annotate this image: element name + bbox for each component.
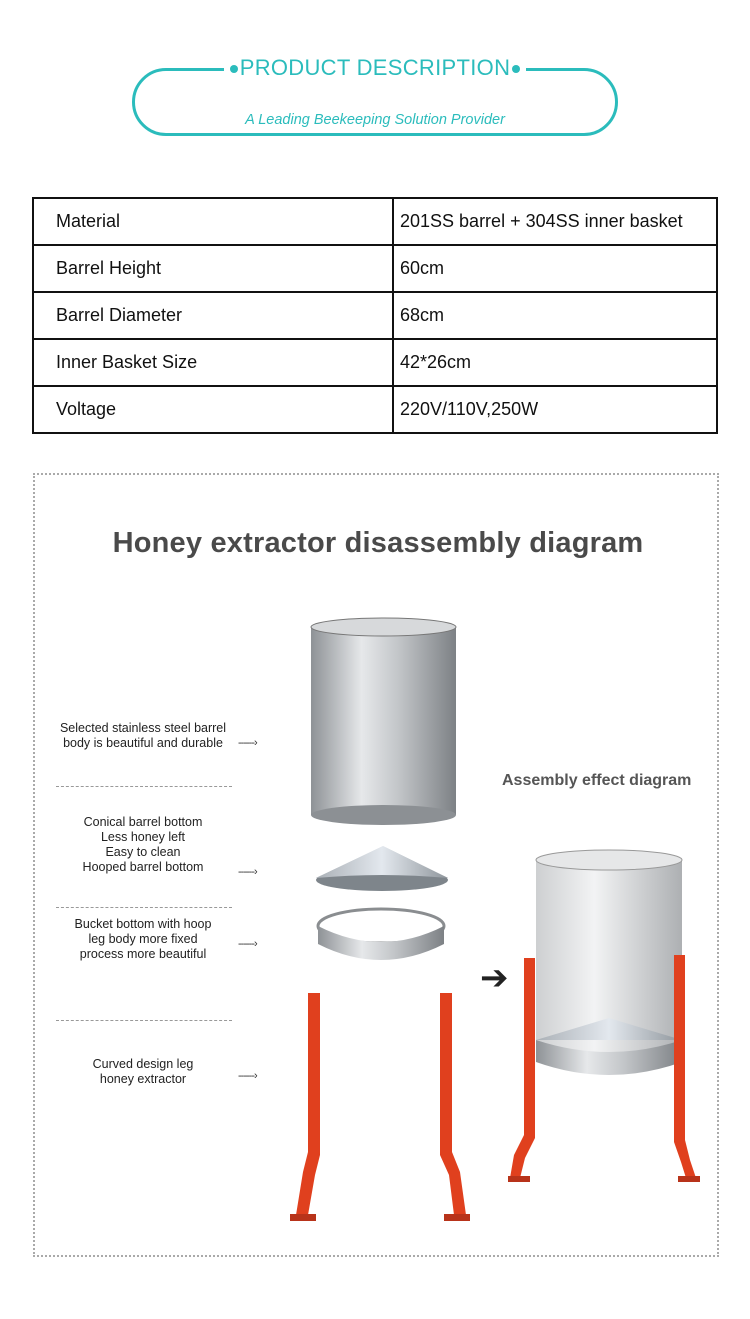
- spec-value: 68cm: [393, 292, 717, 339]
- header-title: PRODUCT DESCRIPTION: [239, 55, 511, 80]
- label-line: Selected stainless steel barrel: [59, 721, 227, 735]
- pointer-arrow-icon: ------›: [238, 1070, 257, 1082]
- label-line: leg body more fixed: [88, 932, 198, 946]
- cone-bottom-icon: [316, 846, 448, 891]
- label-line: Bucket bottom with hoop: [74, 917, 212, 931]
- right-arrow-icon: ➔: [480, 959, 509, 997]
- leg-left-icon: [290, 993, 320, 1221]
- separator: [56, 1020, 232, 1021]
- header-subtitle: A Leading Beekeeping Solution Provider: [245, 112, 505, 128]
- label-line: process more beautiful: [79, 947, 207, 961]
- leg-right-icon: [440, 993, 470, 1221]
- label-line: Conical barrel bottom: [83, 815, 203, 829]
- assembly-title: Assembly effect diagram: [502, 772, 692, 789]
- separator: [56, 786, 232, 787]
- label-line: Less honey left: [100, 830, 186, 844]
- label-cone-bottom: [54, 815, 232, 875]
- spec-value: 220V/110V,250W: [393, 386, 717, 433]
- barrel-icon: [311, 618, 456, 825]
- spec-label: Barrel Diameter: [33, 292, 393, 339]
- spec-label: Material: [33, 198, 393, 245]
- spec-label: Voltage: [33, 386, 393, 433]
- spec-value: 201SS barrel + 304SS inner basket: [393, 198, 717, 245]
- label-line: Easy to clean: [105, 845, 181, 859]
- assembled-extractor-icon: [508, 850, 700, 1182]
- label-line: body is beautiful and durable: [63, 736, 223, 750]
- label-barrel: [54, 721, 232, 751]
- pointer-arrow-icon: ------›: [238, 737, 257, 749]
- label-hoop: [54, 917, 232, 962]
- pointer-arrow-icon: ------›: [238, 866, 257, 878]
- label-line: Curved design leg: [92, 1057, 194, 1071]
- label-line: honey extractor: [99, 1072, 187, 1086]
- label-legs: [54, 1057, 232, 1087]
- spec-label: Inner Basket Size: [33, 339, 393, 386]
- spec-label: Barrel Height: [33, 245, 393, 292]
- separator: [56, 907, 232, 908]
- label-line: Hooped barrel bottom: [82, 860, 204, 874]
- spec-value: 42*26cm: [393, 339, 717, 386]
- spec-value: 60cm: [393, 245, 717, 292]
- diagram-title: Honey extractor disassembly diagram: [112, 527, 644, 559]
- hoop-ring-icon: [318, 909, 444, 960]
- pointer-arrow-icon: ------›: [238, 938, 257, 950]
